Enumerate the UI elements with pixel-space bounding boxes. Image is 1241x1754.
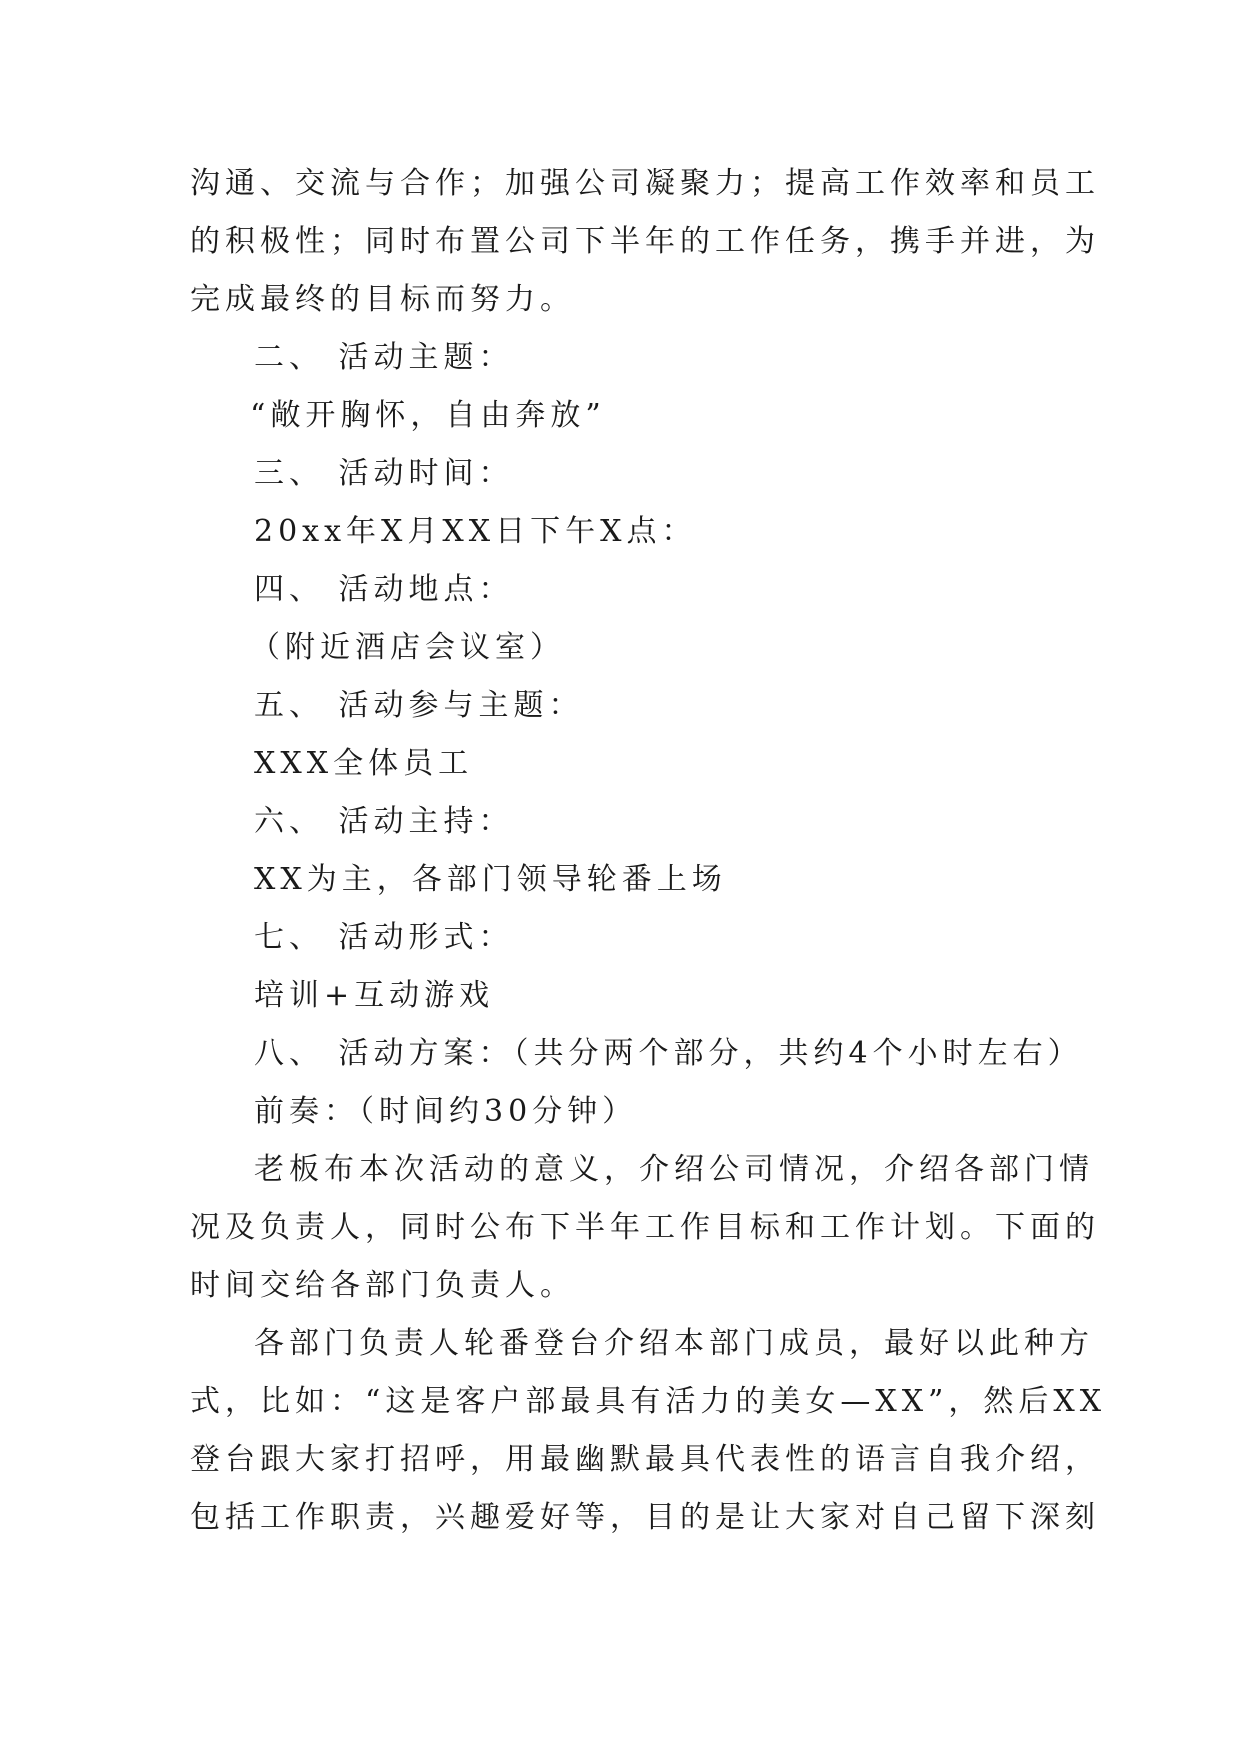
time-text: 20xx年X月XX日下午X点：: [254, 514, 697, 549]
paragraph-line: 完成最终的目标而努力。: [190, 282, 575, 317]
paragraph-line: 登台跟大家打招呼，用最幽默最具代表性的语言自我介绍，: [190, 1442, 1100, 1477]
theme-text: “敞开胸怀，自由奔放”: [250, 398, 606, 433]
format-text: 培训+互动游戏: [254, 978, 495, 1013]
section-heading-host: 六、 活动主持：: [254, 804, 514, 839]
section-heading-format: 七、 活动形式：: [254, 920, 514, 955]
paragraph-line: 各部门负责人轮番登台介绍本部门成员，最好以此种方: [254, 1326, 1094, 1361]
host-text: XX为主，各部门领导轮番上场: [254, 862, 727, 897]
paragraph-line: 时间交给各部门负责人。: [190, 1268, 575, 1303]
section-heading-time: 三、 活动时间：: [254, 456, 514, 491]
paragraph-line: 老板布本次活动的意义，介绍公司情况，介绍各部门情: [254, 1152, 1094, 1187]
prelude-heading: 前奏：（时间约30分钟）: [254, 1094, 638, 1129]
location-text: （附近酒店会议室）: [250, 630, 565, 665]
paragraph-line: 况及负责人，同时公布下半年工作目标和工作计划。下面的: [190, 1210, 1100, 1245]
section-heading-theme: 二、 活动主题：: [254, 340, 514, 375]
section-heading-participants: 五、 活动参与主题：: [254, 688, 584, 723]
participants-text: XXX全体员工: [254, 746, 474, 781]
paragraph-line: 的积极性；同时布置公司下半年的工作任务，携手并进，为: [190, 224, 1100, 259]
paragraph-line: 包括工作职责，兴趣爱好等，目的是让大家对自己留下深刻: [190, 1500, 1100, 1535]
paragraph-line: 式，比如：“这是客户部最具有活力的美女—XX”，然后XX: [190, 1384, 1107, 1419]
section-heading-plan: 八、 活动方案：（共分两个部分，共约4个小时左右）: [254, 1036, 1083, 1071]
section-heading-location: 四、 活动地点：: [254, 572, 514, 607]
paragraph-line: 沟通、交流与合作；加强公司凝聚力；提高工作效率和员工: [190, 166, 1100, 201]
